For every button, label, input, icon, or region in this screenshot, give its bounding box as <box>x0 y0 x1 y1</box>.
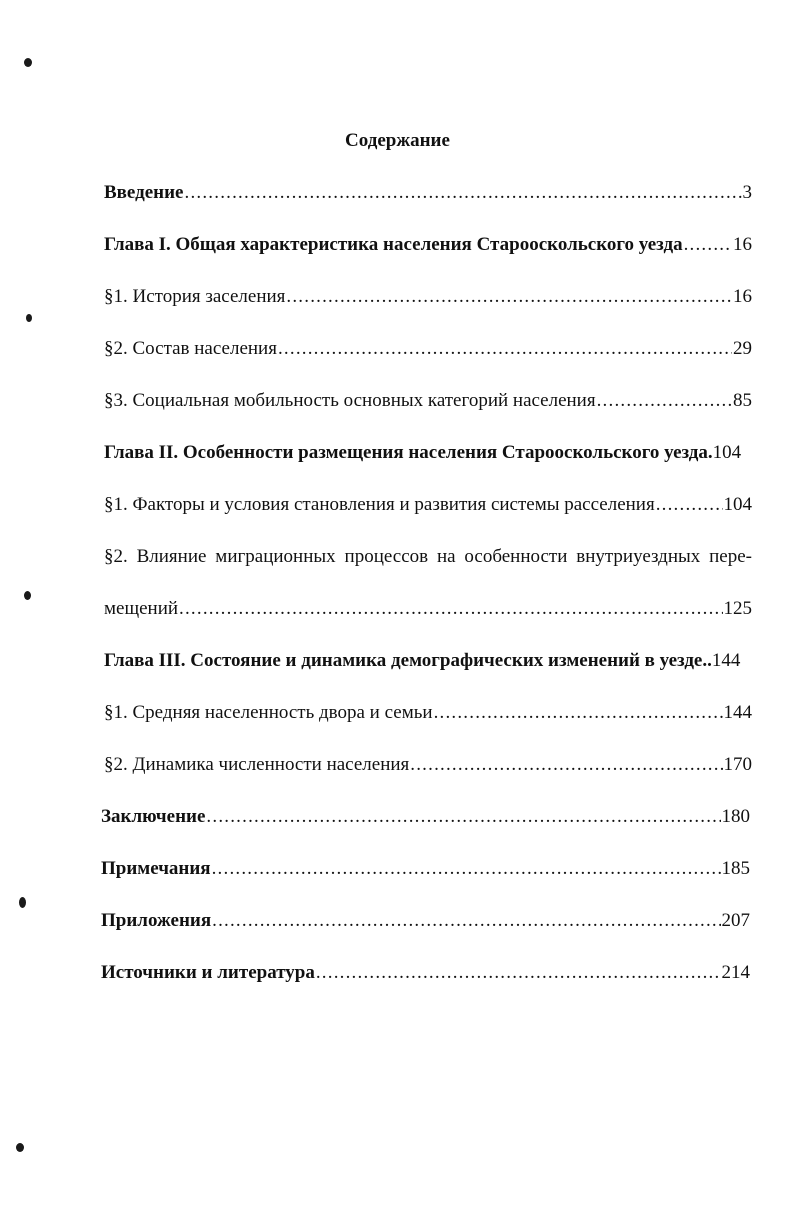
toc-entry-page: 16 <box>733 286 752 307</box>
toc-entry-chapter-3[interactable] <box>104 649 752 673</box>
toc-entry-page: 125 <box>723 598 752 619</box>
toc-entry-page: 16 <box>733 234 752 255</box>
page-title: Содержание <box>345 130 450 151</box>
dot-leader <box>212 857 721 881</box>
toc-entry-chapter-2-section-1[interactable] <box>104 493 752 517</box>
toc-entry-label: Введение <box>104 182 184 203</box>
dot-leader <box>684 233 732 257</box>
toc-entry-chapter-2-section-2-line-1[interactable]: §2. Влияние миграционных процессов на особенности внутриуездных пере- <box>104 546 752 567</box>
toc-entry-chapter-1[interactable] <box>104 233 752 257</box>
toc-entry-page: 144 <box>711 650 741 671</box>
dot-leader <box>212 909 720 933</box>
toc-entry-label: §2. Состав населения <box>104 338 277 359</box>
dot-leader <box>206 805 720 829</box>
toc-entry-page: 144 <box>723 702 752 723</box>
toc-entry-label: §3. Социальная мобильность основных категорий населения <box>104 390 596 411</box>
dot-leader <box>597 389 732 413</box>
toc-entry-page: 3 <box>742 182 752 203</box>
toc-entry-appendices[interactable] <box>101 909 750 933</box>
toc-entry-page: 214 <box>721 962 750 983</box>
dot-leader <box>410 753 722 777</box>
toc-entry-page: 85 <box>733 390 752 411</box>
toc-entry-label: Глава II. Особенности размещения населения Старооскольского уезда. <box>104 442 713 463</box>
toc-entry-label: Источники и литература <box>101 962 315 983</box>
toc-entry-conclusion[interactable] <box>101 805 750 829</box>
toc-entry-label: §1. История заселения <box>104 286 286 307</box>
dot-leader <box>656 493 723 517</box>
toc-entry-page: 185 <box>721 858 750 879</box>
toc-entry-label: Глава I. Общая характеристика населения Старооскольского уезда <box>104 234 683 255</box>
toc-entry-label: §2. Динамика численности населения <box>104 754 410 775</box>
toc-entry-label: Примечания <box>101 858 211 879</box>
toc-entry-page: 180 <box>721 806 750 827</box>
toc-entry-label: Приложения <box>101 910 212 931</box>
toc-entry-introduction[interactable] <box>104 181 752 205</box>
dot-leader <box>316 961 721 985</box>
dot-leader <box>434 701 723 725</box>
toc-entry-chapter-2-section-2[interactable] <box>104 597 752 621</box>
toc-entry-chapter-3-section-1[interactable] <box>104 701 752 725</box>
toc-entry-label: Заключение <box>101 806 206 827</box>
toc-entry-sources[interactable] <box>101 961 750 985</box>
toc-entry-chapter-2[interactable] <box>104 441 752 465</box>
toc-entry-notes[interactable] <box>101 857 750 881</box>
dot-leader <box>286 285 732 309</box>
toc-entry-label: Глава III. Состояние и динамика демографических изменений в уезде.. <box>104 650 712 671</box>
toc-entry-page: 29 <box>733 338 752 359</box>
toc-entry-chapter-1-section-2[interactable] <box>104 337 752 361</box>
toc-entry-page: 207 <box>721 910 750 931</box>
toc-entry-page: 170 <box>723 754 752 775</box>
toc-entry-page: 104 <box>712 442 742 463</box>
dot-leader <box>185 181 742 205</box>
toc-entry-label: §1. Факторы и условия становления и развития системы расселения <box>104 494 655 515</box>
toc-entry-page: 104 <box>723 494 752 515</box>
toc-entry-chapter-1-section-1[interactable] <box>104 285 752 309</box>
dot-leader <box>278 337 732 361</box>
toc-entry-label: §1. Средняя населенность двора и семьи <box>104 702 433 723</box>
toc-entry-label: мещений <box>104 598 179 619</box>
toc-entry-chapter-1-section-3[interactable] <box>104 389 752 413</box>
dot-leader <box>179 597 722 621</box>
toc-entry-chapter-3-section-2[interactable] <box>104 753 752 777</box>
